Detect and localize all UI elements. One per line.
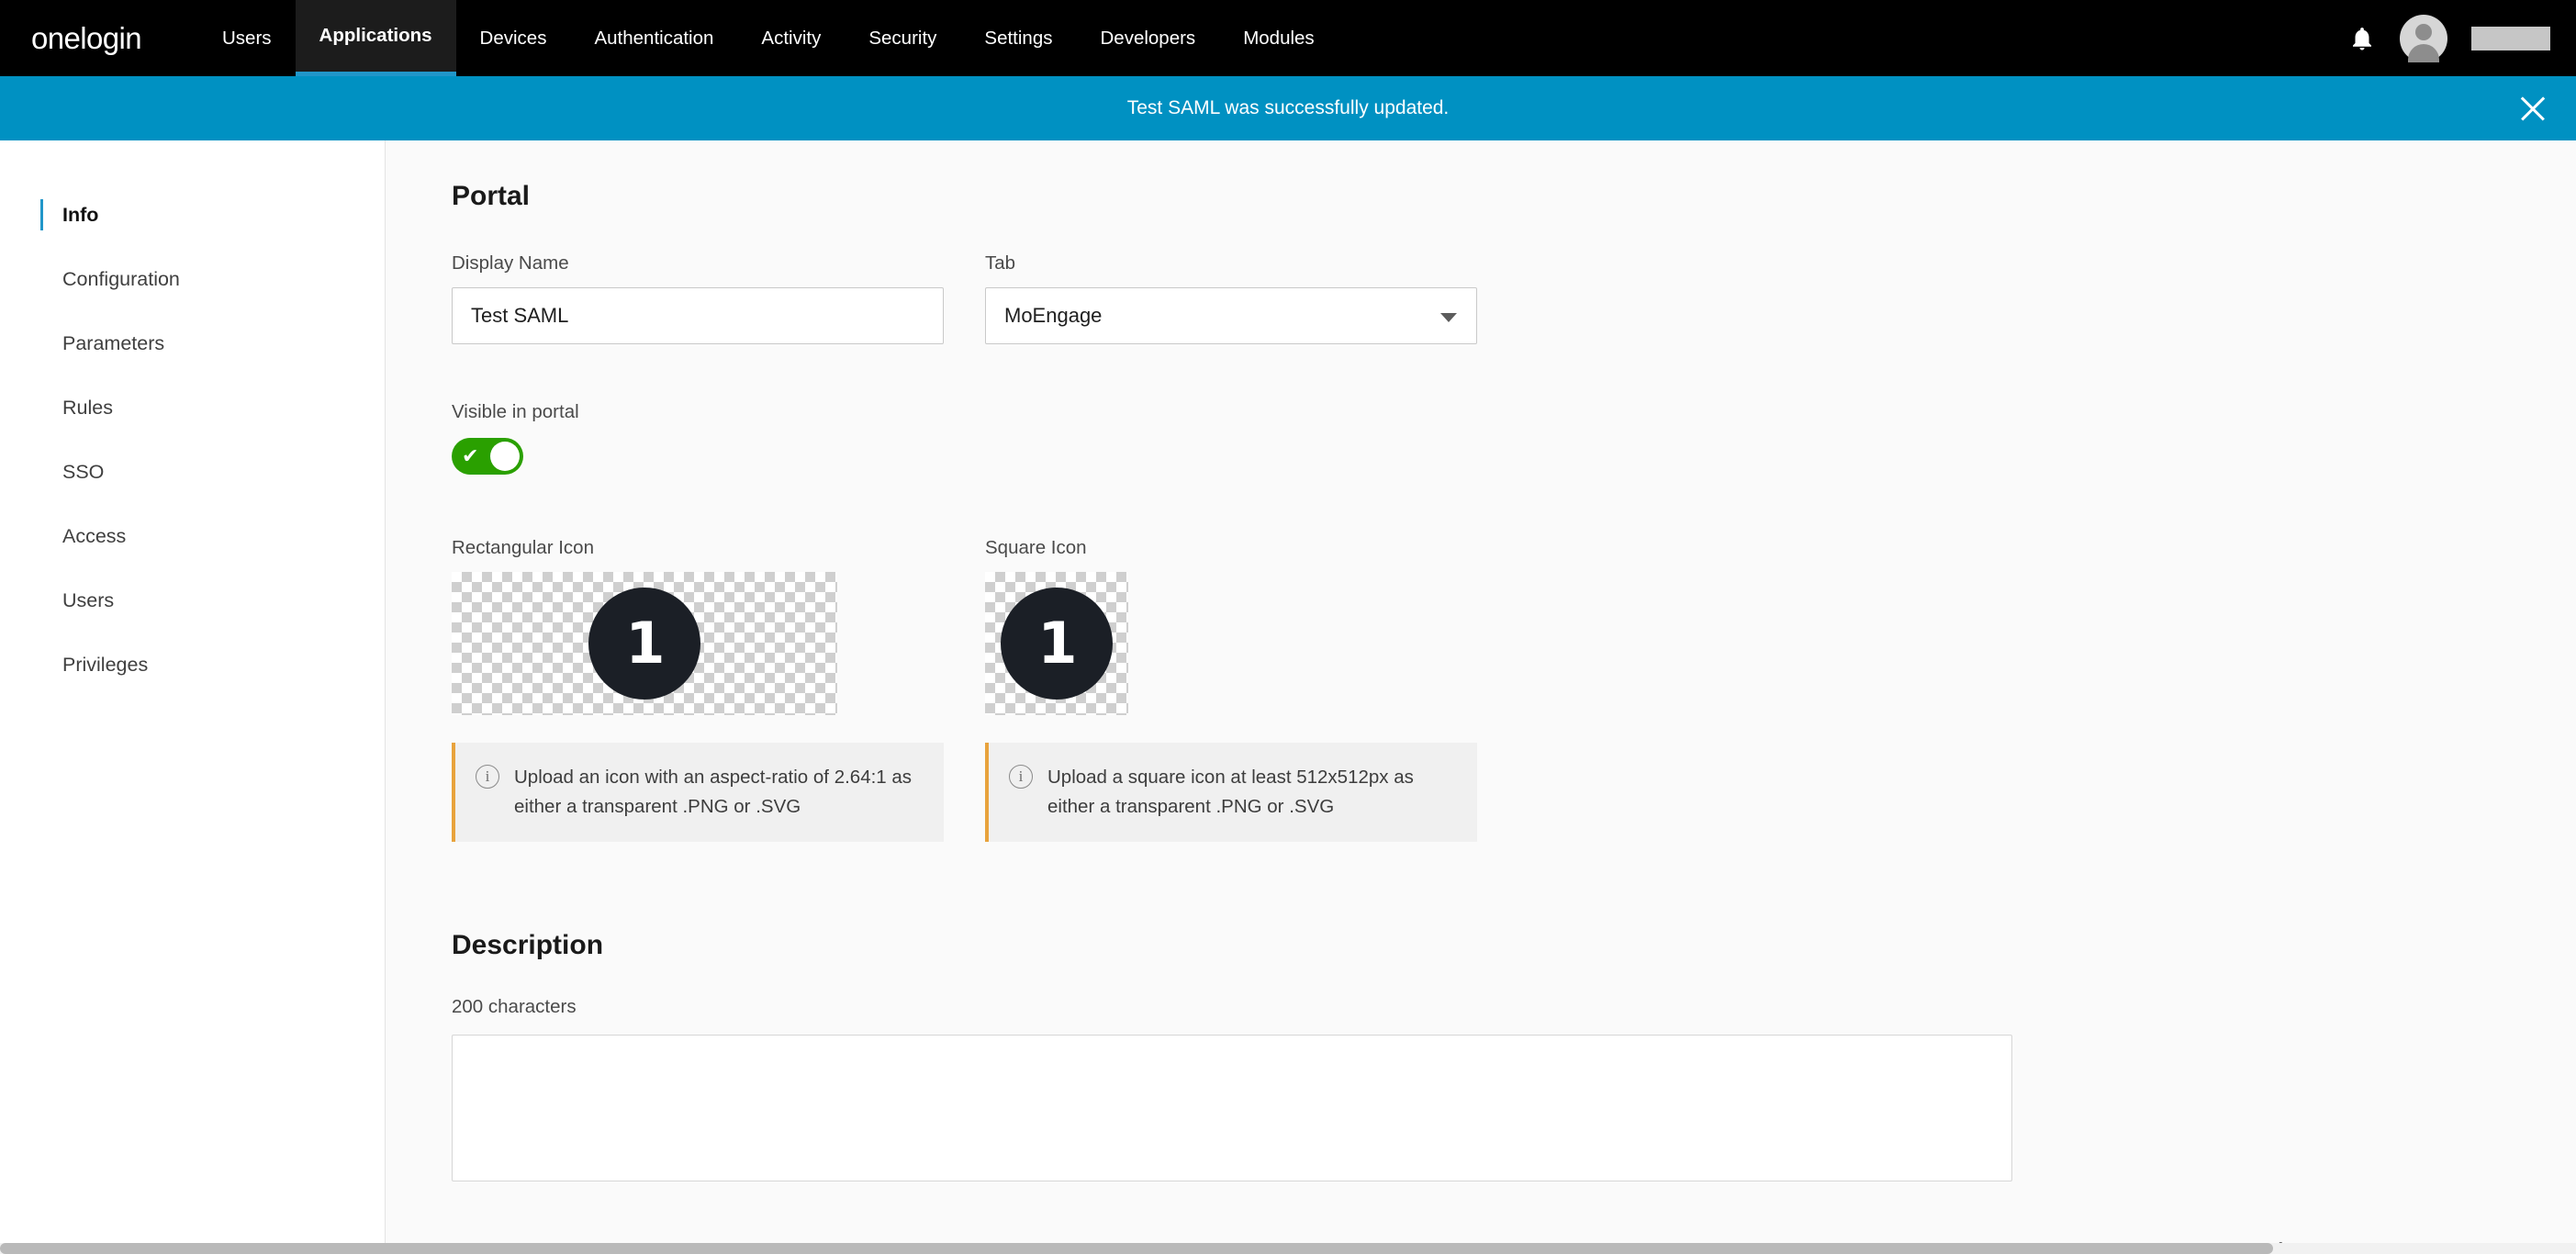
tab-field-group: [985, 252, 1477, 344]
description-section-title: Description: [452, 929, 604, 960]
sidebar-item-rules[interactable]: [0, 375, 385, 440]
nav-item-developers[interactable]: Developers: [1100, 27, 1196, 49]
app-icon: [588, 588, 700, 700]
visible-in-portal-toggle[interactable]: [452, 438, 523, 475]
sidebar-item-label: Configuration: [62, 267, 180, 290]
sidebar-item-access[interactable]: [0, 504, 385, 568]
main-content: [386, 140, 2576, 1254]
horizontal-scrollbar-track[interactable]: [0, 1243, 2576, 1254]
nav-item-authentication[interactable]: Authentication: [594, 27, 714, 49]
square-icon-label: Square Icon: [985, 537, 1087, 558]
app-icon: [1001, 588, 1113, 700]
rectangular-icon-hint: [452, 743, 944, 842]
visible-in-portal-label: Visible in portal: [452, 401, 579, 422]
square-icon-hint-text: Upload a square icon at least 512x512px as either a transparent .PNG or .SVG: [1047, 767, 1414, 817]
display-name-field-group: [452, 252, 944, 344]
nav-item-settings[interactable]: Settings: [984, 27, 1053, 49]
info-icon: i: [476, 765, 499, 789]
chevron-down-icon[interactable]: [1440, 313, 1457, 322]
sidebar-item-info[interactable]: [0, 183, 385, 247]
top-navigation-bar: [0, 0, 2576, 76]
rectangular-icon-preview[interactable]: [452, 572, 837, 715]
app-settings-sidebar: [0, 140, 386, 1254]
sidebar-item-sso[interactable]: [0, 440, 385, 504]
tab-select-value: MoEngage: [1004, 304, 1103, 327]
sidebar-item-label: Privileges: [62, 653, 149, 676]
success-banner: [0, 76, 2576, 140]
rectangular-icon-hint-text: Upload an icon with an aspect-ratio of 2.64:1 as either a transparent .PNG or .SVG: [514, 767, 913, 817]
tab-label: Tab: [985, 252, 1016, 274]
user-avatar-icon[interactable]: [2400, 15, 2447, 62]
description-char-count: 200 characters: [452, 995, 577, 1017]
icons-row: [452, 537, 2453, 842]
display-name-label: Display Name: [452, 252, 569, 274]
sidebar-item-label: Access: [62, 524, 127, 547]
check-icon: ✔: [462, 444, 479, 467]
app-icon-glyph: 1: [1037, 610, 1076, 677]
nav-item-users[interactable]: Users: [221, 27, 272, 49]
rectangular-icon-label: Rectangular Icon: [452, 537, 594, 558]
nav-item-applications[interactable]: Applications: [296, 0, 456, 76]
nav-item-activity[interactable]: Activity: [761, 27, 822, 49]
sidebar-item-label: SSO: [62, 460, 105, 483]
close-icon[interactable]: [2517, 93, 2548, 124]
sidebar-item-configuration[interactable]: [0, 247, 385, 311]
sidebar-item-privileges[interactable]: [0, 633, 385, 697]
rectangular-icon-group: [452, 537, 944, 842]
info-icon: i: [1009, 765, 1033, 789]
sidebar-item-label: Info: [62, 203, 99, 226]
sidebar-item-label: Rules: [62, 396, 113, 419]
square-icon-group: [985, 537, 1477, 842]
toggle-knob: [490, 442, 520, 471]
banner-message: Test SAML was successfully updated.: [1126, 97, 1450, 118]
account-name-label: [2471, 27, 2550, 50]
sidebar-item-users[interactable]: [0, 568, 385, 633]
main-nav-items: [198, 0, 1338, 76]
visible-in-portal-group: [452, 401, 2453, 475]
sidebar-item-label: Parameters: [62, 331, 165, 354]
bell-icon[interactable]: [2348, 25, 2376, 52]
page-body: [0, 140, 2576, 1254]
page-title: Portal: [452, 181, 531, 211]
nav-right-group: [2348, 15, 2550, 62]
description-textarea[interactable]: [452, 1035, 2012, 1181]
display-name-input[interactable]: [452, 287, 944, 344]
nav-item-devices[interactable]: Devices: [479, 27, 547, 49]
tab-select[interactable]: [985, 287, 1477, 344]
nav-item-modules[interactable]: Modules: [1243, 27, 1315, 49]
square-icon-hint: [985, 743, 1477, 842]
horizontal-scrollbar-thumb[interactable]: [0, 1243, 2273, 1254]
nav-item-security[interactable]: Security: [868, 27, 937, 49]
app-icon-glyph: 1: [625, 610, 664, 677]
sidebar-item-label: Users: [62, 588, 115, 611]
onelogin-logo[interactable]: onelogin: [31, 20, 141, 55]
square-icon-preview[interactable]: [985, 572, 1128, 715]
portal-fields-row: [452, 252, 2453, 344]
sidebar-item-parameters[interactable]: [0, 311, 385, 375]
